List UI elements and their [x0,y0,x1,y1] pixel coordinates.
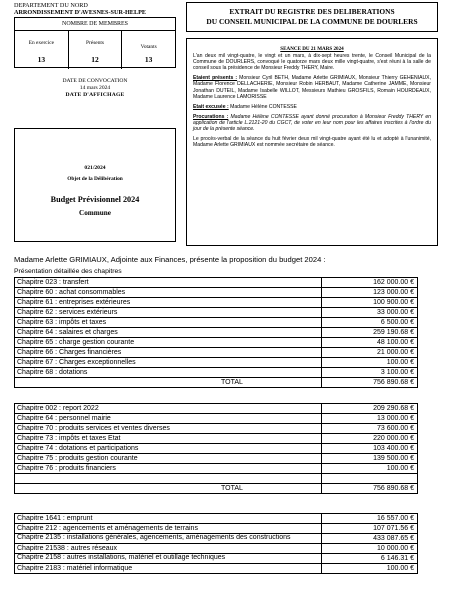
chapter-label: Chapitre 1641 : emprunt [15,514,322,524]
members-col-votants [121,31,175,69]
receipts-table [14,403,418,494]
closing-paragraph: Le procès-verbal de la séance du huit février deux mil vingt-quatre ayant été lu et adopté à l'unanimité, Madame Arlette GRIMIAUX est nommée secrétaire de séance. [193,136,431,149]
members-label: En exercice [28,40,54,46]
chapter-label: Chapitre 002 : report 2022 [15,404,322,414]
chapter-label: Chapitre 023 : transfert [15,278,322,288]
presentation-heading: Présentation détaillée des chapitres [14,268,122,275]
chapter-amount [322,474,418,484]
chapter-amount: 10 000.00 € [322,544,418,554]
chapter-amount: 16 557.00 € [322,514,418,524]
members-columns [15,31,175,69]
object-title: Budget Prévisionnel 2024 [50,195,140,204]
presents-text: Monsieur Cyril BETH, Madame Arlette GRIMIAUX, Monsieur Thierry GEHENIAUX, Madame Florence DELLACHERIE, Monsieur Robin HERBAUT, Madame Catherine JAMME, Monsieur Jonathan DUTEIL, Madame Isabelle WILLOT, Messieurs Mathieu GROSFILS, Romain HOURDEAUX, Madame Laurence LAMORISSE [193,75,431,100]
session-details-box [186,38,438,246]
chapter-label: Chapitre 62 : services extérieurs [15,308,322,318]
chapter-amount: 162 000.00 € [322,278,418,288]
chapter-amount: 100.00 € [322,464,418,474]
chapter-label: Chapitre 64 : personnel mairie [15,414,322,424]
chapter-label: Chapitre 60 : achat consommables [15,288,322,298]
chapter-amount: 100 900.00 € [322,298,418,308]
table-row [15,288,418,298]
excuses-paragraph [193,104,431,110]
chapter-amount: 6 146.31 € [322,554,418,564]
excuses-text: Madame Hélène CONTESSE [228,103,297,110]
table-row [15,454,418,464]
session-opening-paragraph: L'an deux mil vingt-quatre, le vingt et un mars, à dix-sept heures trente, le Conseil Municipal de la Commune de DOURLERS, convoqué le quatorze mars deux mille vingt-quatre, s'est réuni à la salle de conseil sous la présidence de Monsieur Freddy THERY, Maire. [193,53,431,72]
excuses-label: Etait excusée : [193,103,229,110]
chapter-amount: 3 100.00 € [322,368,418,378]
chapter-amount: 220 000.00 € [322,434,418,444]
chapter-amount: 21 000.00 € [322,348,418,358]
table-row [15,308,418,318]
table-row [15,464,418,474]
members-col-exercice [15,31,68,69]
chapter-label: Chapitre 63 : impôts et taxes [15,318,322,328]
chapter-label: Chapitre 68 : dotations [15,368,322,378]
chapter-amount: 433 087.65 € [322,534,418,544]
members-col-presents [68,31,122,69]
table-row [15,358,418,368]
table-row [15,368,418,378]
investment-table [14,513,418,574]
intro-text: Madame Arlette GRIMIAUX, Adjointe aux Finances, présente la proposition du budget 2024 : [14,255,326,264]
chapter-amount: 48 100.00 € [322,338,418,348]
table-row [15,414,418,424]
convocation-block [14,78,176,99]
chapter-label: Chapitre 74 : dotations et participations [15,444,322,454]
members-value: 13 [37,55,46,64]
table-row [15,404,418,414]
chapter-amount: 209 290.68 € [322,404,418,414]
procurations-text: Madame Hélène CONTESSE ayant donné procuration à Monsieur Freddy THERY en application de l'article L.2121-20 du CGCT, de voter en leur nom pour les affaires inscrites à l'ordre du jour de la présente séance. [193,113,431,133]
chapter-label [15,474,322,484]
total-row [15,378,418,388]
department-name: DEPARTEMENT DU NORD [14,2,88,9]
total-row [15,484,418,494]
table-row [15,318,418,328]
arrondissement-name: ARRONDISSEMENT D'AVESNES-SUR-HELPE [14,9,146,16]
table-row [15,434,418,444]
chapter-amount: 100.00 € [322,358,418,368]
procurations-label: Procurations : [193,113,229,120]
table-row [15,514,418,524]
chapter-label: Chapitre 21538 : autres réseaux [15,544,322,554]
register-title-line1: EXTRAIT DU REGISTRE DES DELIBERATIONS [229,7,395,16]
members-label: Présents [86,40,104,46]
chapter-label: Chapitre 67 : Charges exceptionnelles [15,358,322,368]
register-title-line2: DU CONSEIL MUNICIPAL DE LA COMMUNE DE DOURLERS [206,16,418,26]
table-row [15,444,418,454]
seance-title: SEANCE DU 21 MARS 2024 [280,46,344,52]
total-amount: 756 890.68 € [322,378,418,388]
register-title-box [186,2,438,32]
chapter-amount: 13 000.00 € [322,414,418,424]
presents-paragraph [193,75,431,99]
chapter-amount: 6 500.00 € [322,318,418,328]
members-label: Votants [140,44,157,50]
affichage-label: DATE D'AFFICHAGE [65,92,125,98]
chapter-amount: 107 071.56 € [322,524,418,534]
chapter-label: Chapitre 65 : charge gestion courante [15,338,322,348]
procurations-paragraph [193,114,431,132]
chapter-amount: 103 400.00 € [322,444,418,454]
members-value: 13 [144,55,153,64]
members-value: 12 [91,55,99,64]
table-row [15,524,418,534]
convocation-date: 14 mars 2024 [79,85,111,91]
chapter-label: Chapitre 76 : produits financiers [15,464,322,474]
table-row [15,534,418,544]
table-row [15,338,418,348]
table-row [15,474,418,484]
deliberation-object-box [14,128,176,242]
chapter-label: Chapitre 212 : agencements et aménagements de terrains [15,524,322,534]
object-label: Objet de la Délibération [67,176,123,182]
chapter-label: Chapitre 73 : impôts et taxes Etat [15,434,322,444]
chapter-amount: 123 000.00 € [322,288,418,298]
chapter-label: Chapitre 2135 : installations générales, agencements, aménagements des constructions [15,534,322,544]
table-row [15,328,418,338]
chapter-label: Chapitre 70 : produits services et ventes diverses [15,424,322,434]
convocation-label: DATE DE CONVOCATION [62,78,128,84]
table-row [15,554,418,564]
total-label: TOTAL [15,484,322,494]
table-row [15,298,418,308]
chapter-label: Chapitre 75 : produits gestion courante [15,454,322,464]
total-amount: 756 890.68 € [322,484,418,494]
table-row [15,424,418,434]
chapter-label: Chapitre 2183 : matériel informatique [15,564,322,574]
presents-label: Etaient présents : [193,75,238,82]
chapter-amount: 259 190.68 € [322,328,418,338]
table-row [15,348,418,358]
chapter-label: Chapitre 66 : Charges financières [15,348,322,358]
total-label: TOTAL [15,378,322,388]
chapter-amount: 73 600.00 € [322,424,418,434]
members-box [14,17,176,68]
table-row [15,564,418,574]
chapter-label: Chapitre 61 : entreprises extérieures [15,298,322,308]
chapter-amount: 139 500.00 € [322,454,418,464]
chapter-amount: 33 000.00 € [322,308,418,318]
members-title: NOMBRE DE MEMBRES [15,18,175,31]
deliberation-number: 021/2024 [84,165,106,171]
table-row [15,544,418,554]
object-subtitle: Commune [79,209,111,217]
chapter-label: Chapitre 2158 : autres installations, matériel et outillage techniques [15,554,322,564]
chapter-label: Chapitre 64 : salaires et charges [15,328,322,338]
department-heading [14,2,146,16]
expenses-table [14,277,418,388]
table-row [15,278,418,288]
chapter-amount: 100.00 € [322,564,418,574]
